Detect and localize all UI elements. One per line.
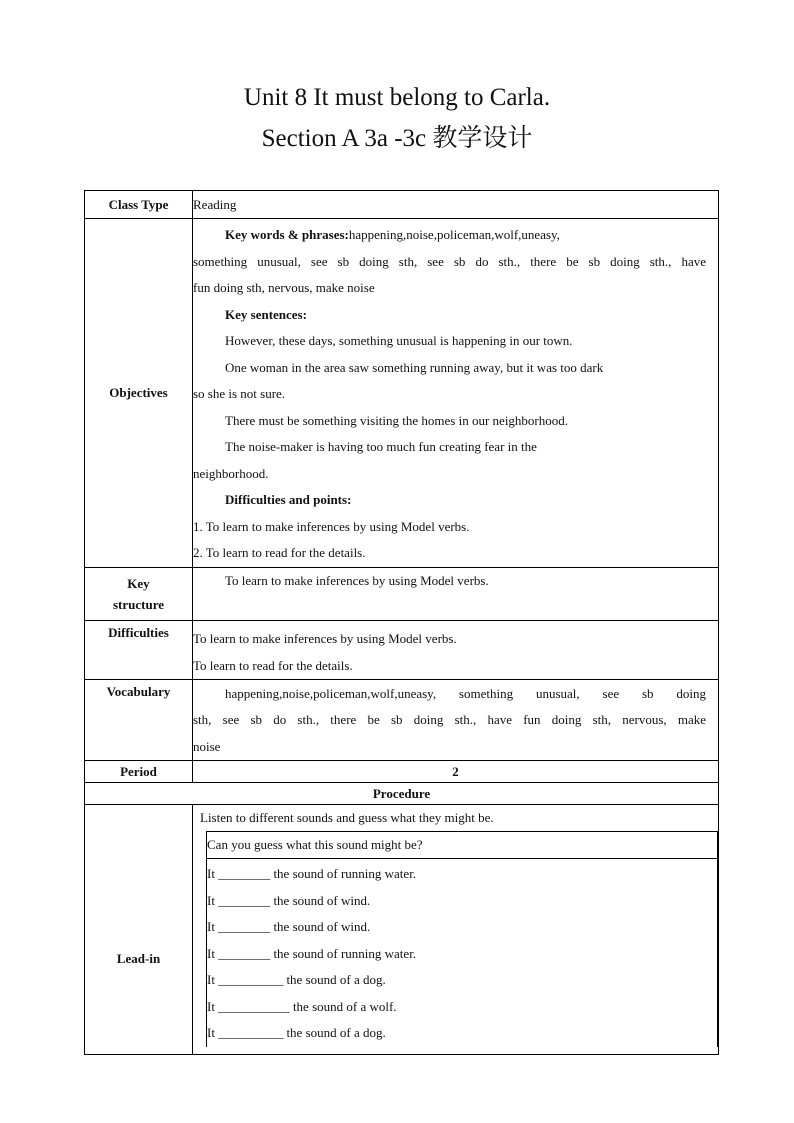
lead-in-row <box>85 805 719 1055</box>
class-type-label: Class Type <box>85 191 193 219</box>
exercise-line: It ________ the sound of wind. <box>207 892 371 908</box>
objectives-label: Objectives <box>85 219 193 568</box>
document-subtitle: Section A 3a -3c 教学设计 <box>261 125 533 152</box>
vocabulary-line-2: sth, see sb do sth., there be sb doing sth., have fun doing sth, nervous, make <box>193 712 706 727</box>
vocabulary-row <box>85 679 719 761</box>
sentence-2a: One woman in the area saw something running away, but it was too dark <box>225 359 604 375</box>
key-words-label: Key words & phrases: <box>225 227 349 242</box>
key-words-inline: happening,noise,policeman,wolf,uneasy, <box>348 227 560 242</box>
difficulties-line-2: To learn to read for the details. <box>193 657 353 673</box>
procedure-label: Procedure <box>85 783 719 805</box>
period-value: 2 <box>193 761 719 783</box>
procedure-row <box>85 783 719 805</box>
lead-in-exercise-box <box>206 831 718 1047</box>
period-row <box>85 761 719 783</box>
key-structure-label-line1: Key <box>127 575 150 591</box>
sentence-4b: neighborhood. <box>193 465 269 481</box>
difficulties-points-label: Difficulties and points: <box>225 492 352 507</box>
difficulties-row <box>85 620 719 679</box>
objectives-row <box>85 219 719 568</box>
vocabulary-label: Vocabulary <box>85 679 193 761</box>
key-sentences-label: Key sentences: <box>225 306 307 322</box>
key-structure-row <box>85 567 719 620</box>
difficulty-point-2: 2. To learn to read for the details. <box>193 545 366 560</box>
sentence-3: There must be something visiting the homes in our neighborhood. <box>225 412 569 428</box>
exercise-line: It ________ the sound of wind. <box>207 919 371 934</box>
exercise-line: It __________ the sound of a dog. <box>207 1025 386 1040</box>
sentence-4a: The noise-maker is having too much fun creating fear in the <box>225 439 537 454</box>
class-type-value: Reading <box>193 191 719 219</box>
key-words-line-2: something unusual, see sb doing sth, see sb do sth., there be sb doing sth., have <box>193 253 706 269</box>
key-structure-label-line2: structure <box>112 596 165 612</box>
difficulties-line-1: To learn to make inferences by using Model verbs. <box>193 630 457 646</box>
exercise-line: It ________ the sound of running water. <box>207 945 417 961</box>
exercise-line: It ___________ the sound of a wolf. <box>207 998 397 1014</box>
exercise-line: It __________ the sound of a dog. <box>207 972 386 987</box>
exercise-question: Can you guess what this sound might be? <box>207 832 718 859</box>
key-structure-value: To learn to make inferences by using Model verbs. <box>225 572 489 588</box>
key-words-line <box>193 222 718 249</box>
document-title: Unit 8 It must belong to Carla. <box>243 84 551 111</box>
class-type-row <box>85 191 719 219</box>
vocabulary-line-1: happening,noise,policeman,wolf,uneasy, something unusual, see sb doing <box>225 685 706 701</box>
sentence-1: However, these days, something unusual is happening in our town. <box>225 333 573 348</box>
difficulty-point-1: 1. To learn to make inferences by using Model verbs. <box>193 518 470 534</box>
key-words-line-3: fun doing sth, nervous, make noise <box>193 280 375 295</box>
sentence-2b: so she is not sure. <box>193 386 286 401</box>
vocabulary-line-3: noise <box>193 738 221 754</box>
difficulties-label: Difficulties <box>85 620 193 679</box>
exercise-line: It ________ the sound of running water. <box>207 866 417 881</box>
lesson-plan-table <box>84 190 719 1055</box>
lead-in-label: Lead-in <box>85 805 193 1055</box>
lead-in-intro: Listen to different sounds and guess what they might be. <box>200 810 494 825</box>
period-label: Period <box>85 761 193 783</box>
key-structure-label <box>85 567 193 620</box>
